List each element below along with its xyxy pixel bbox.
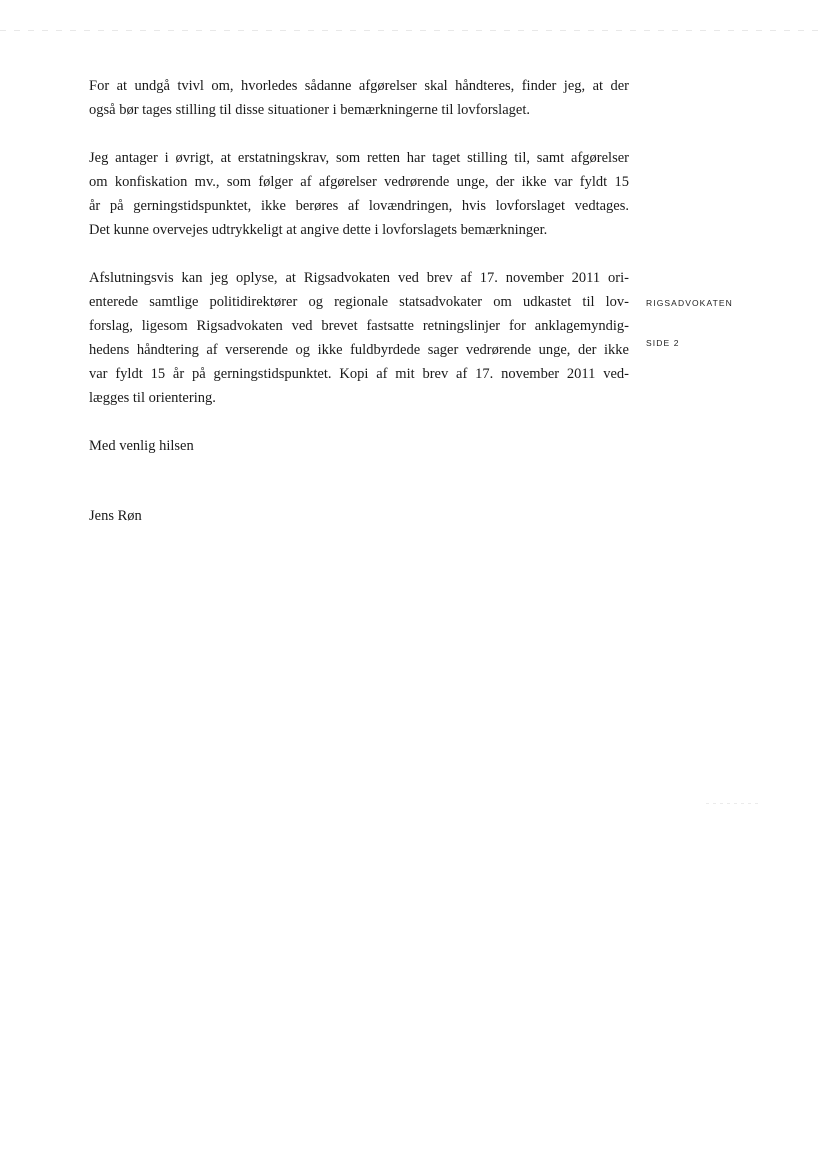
paragraph-1-line: også bør tages stilling til disse situationer i bemærkningerne til lovforslaget. — [89, 102, 530, 118]
paragraph-3-line: Afslutningsvis kan jeg oplyse, at Rigsadvokaten ved brev af 17. november 2011 ori- — [89, 270, 629, 286]
sidebar-meta — [646, 298, 733, 348]
paragraph-3-line: var fyldt 15 år på gerningstidspunktet. Kopi af mit brev af 17. november 2011 ved- — [89, 366, 629, 382]
paragraph-3-line: forslag, ligesom Rigsadvokaten ved brevet fastsatte retningslinjer for anklagemyndig- — [89, 318, 629, 334]
scan-artifact-speck — [706, 803, 758, 804]
paragraph-3-line: enterede samtlige politidirektører og regionale statsadvokater om udkastet til lov- — [89, 294, 629, 310]
paragraph-3-line: hedens håndtering af verserende og ikke fuldbyrdede sager vedrørende unge, der ikke — [89, 342, 629, 358]
paragraph-1 — [89, 74, 629, 122]
paragraph-3 — [89, 266, 629, 410]
paragraph-2-line: om konfiskation mv., som følger af afgørelser vedrørende unge, der ikke var fyldt 15 — [89, 174, 629, 190]
paragraph-2 — [89, 146, 629, 242]
paragraph-2-line: år på gerningstidspunktet, ikke berøres af lovændringen, hvis lovforslaget vedtages. — [89, 198, 629, 214]
sidebar-organization: RIGSADVOKATEN — [646, 298, 733, 308]
sidebar-page-number: SIDE 2 — [646, 338, 680, 348]
letter-body — [89, 74, 629, 528]
paragraph-2-line: Jeg antager i øvrigt, at erstatningskrav, som retten har taget stilling til, samt afgørelser — [89, 150, 629, 166]
scan-artifact-top — [0, 30, 826, 31]
paragraph-3-line: lægges til orientering. — [89, 390, 216, 406]
closing-salutation: Med venlig hilsen — [89, 438, 194, 454]
paragraph-2-line: Det kunne overvejes udtrykkeligt at angive dette i lovforslagets bemærkninger. — [89, 222, 548, 238]
paragraph-1-line: For at undgå tvivl om, hvorledes sådanne afgørelser skal håndteres, finder jeg, at der — [89, 78, 629, 94]
signature-name: Jens Røn — [89, 508, 142, 524]
